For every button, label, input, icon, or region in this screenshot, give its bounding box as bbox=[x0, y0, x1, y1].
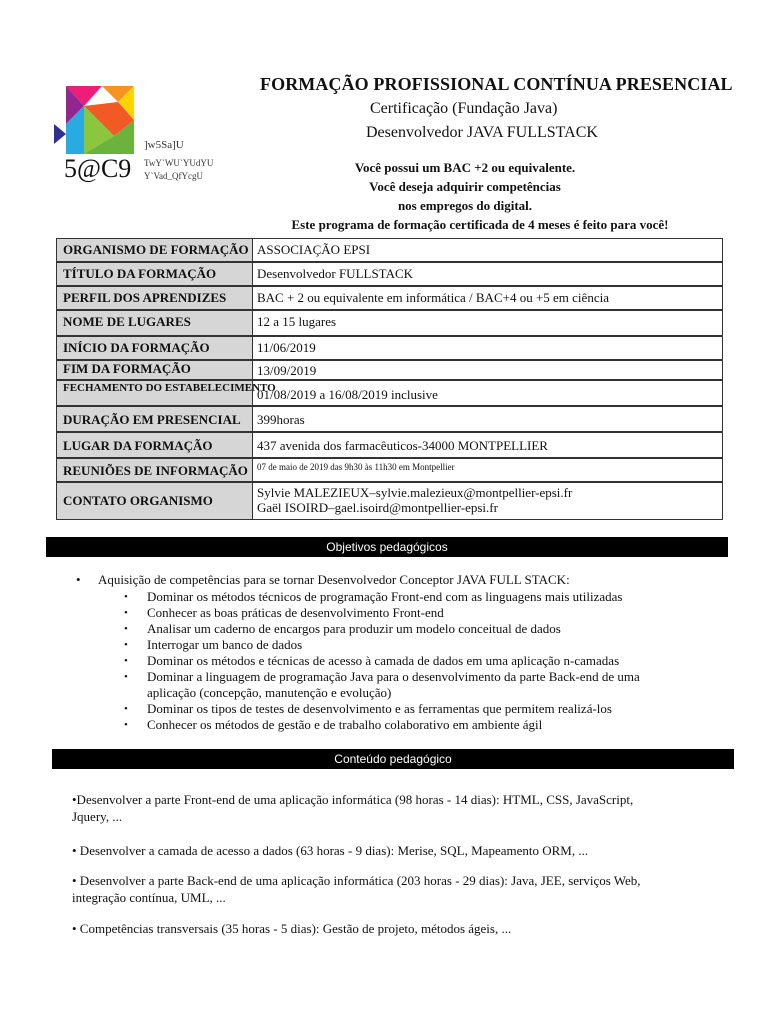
document-subtitle: Certificação (Fundação Java) bbox=[370, 100, 558, 117]
bullet-icon: • bbox=[76, 572, 81, 587]
table-label: TÍTULO DA FORMAÇÃO bbox=[56, 262, 253, 286]
epsi-logo bbox=[54, 86, 134, 154]
logo-shape bbox=[54, 124, 66, 144]
list-item: • Conhecer os métodos de gestão e de trabalho colaborativo em ambiente ágil bbox=[124, 717, 543, 732]
table-value: 01/08/2019 a 16/08/2019 inclusive bbox=[253, 380, 723, 406]
intro-line: nos empregos do digital. bbox=[397, 198, 533, 213]
table-value: 399horas bbox=[253, 406, 723, 432]
content-paragraph: • Competências transversais (35 horas - 5 dias): Gestão de projeto, métodos ágeis, ... bbox=[72, 921, 512, 936]
list-item: • Interrogar um banco de dados bbox=[124, 637, 303, 652]
table-value: 13/09/2019 bbox=[253, 360, 723, 380]
objectives-main-text: Aquisição de competências para se tornar Desenvolvedor Conceptor JAVA FULL STACK: bbox=[98, 572, 570, 587]
table-label: ORGANISMO DE FORMAÇÃO bbox=[56, 238, 253, 262]
table-value: 11/06/2019 bbox=[253, 336, 723, 360]
intro-line: Você possui um BAC +2 ou equivalente. bbox=[354, 160, 576, 175]
table-value: 437 avenida dos farmacêuticos-34000 MONTPELLIER bbox=[253, 432, 723, 458]
bullet-icon: • bbox=[124, 703, 128, 715]
bullet-icon: • bbox=[124, 623, 128, 635]
table-label: FIM DA FORMAÇÃO bbox=[56, 360, 253, 380]
contact-line: Gaël ISOIRD–gael.isoird@montpellier-epsi.fr bbox=[257, 500, 498, 515]
logo-side-text: Y`Vad_QfYcgU bbox=[144, 171, 203, 181]
list-item: • Dominar a linguagem de programação Java para o desenvolvimento da parte Back-end de uma bbox=[124, 669, 640, 684]
table-label: INÍCIO DA FORMAÇÃO bbox=[56, 336, 253, 360]
list-item-continuation: aplicação (concepção, manutenção e evolução) bbox=[147, 685, 392, 700]
table-label: NOME DE LUGARES bbox=[56, 310, 253, 336]
list-item: • Dominar os métodos e técnicas de acesso à camada de dados em uma aplicação n-camadas bbox=[124, 653, 620, 668]
logo-side-text: ]w5Sa]U bbox=[144, 139, 184, 151]
bullet-icon: • bbox=[124, 671, 128, 683]
bullet-icon: • bbox=[124, 607, 128, 619]
table-value: ASSOCIAÇÃO EPSI bbox=[253, 238, 723, 262]
table-label: REUNIÕES DE INFORMAÇÃO bbox=[56, 458, 253, 482]
table-value: Desenvolvedor FULLSTACK bbox=[253, 262, 723, 286]
table-value: 12 a 15 lugares bbox=[253, 310, 723, 336]
intro-line: Este programa de formação certificada de 4 meses é feito para você! bbox=[291, 217, 669, 232]
content-paragraph: •Desenvolver a parte Front-end de uma aplicação informática (98 horas - 14 dias): HTML, CSS, JavaScript, Jquery, ... bbox=[72, 792, 634, 824]
content-paragraph: • Desenvolver a parte Back-end de uma aplicação informática (203 horas - 29 dias): Java, JEE, serviços Web, integração contínua, UML, ... bbox=[72, 873, 641, 905]
intro-line: Você deseja adquirir competências bbox=[369, 179, 561, 194]
list-item: • Dominar os métodos técnicos de programação Front-end com as linguagens mais utilizadas bbox=[124, 589, 623, 604]
content-paragraph: • Desenvolver a camada de acesso a dados (63 horas - 9 dias): Merise, SQL, Mapeamento ORM, ... bbox=[72, 843, 589, 858]
document-subtitle: Desenvolvedor JAVA FULLSTACK bbox=[366, 124, 598, 141]
list-item: • Conhecer as boas práticas de desenvolvimento Front-end bbox=[124, 605, 444, 620]
table-value: BAC + 2 ou equivalente em informática / BAC+4 ou +5 em ciência bbox=[253, 286, 723, 310]
table-label: PERFIL DOS APRENDIZES bbox=[56, 286, 253, 310]
table-value: 07 de maio de 2019 das 9h30 às 11h30 em Montpellier bbox=[253, 458, 723, 482]
objectives-heading: Objetivos pedagógicos bbox=[46, 537, 728, 557]
table-label: LUGAR DA FORMAÇÃO bbox=[56, 432, 253, 458]
table-label: FECHAMENTO DO ESTABELECIMENTO bbox=[56, 380, 253, 406]
document-title: FORMAÇÃO PROFISSIONAL CONTÍNUA PRESENCIAL bbox=[260, 74, 733, 94]
bullet-icon: • bbox=[124, 655, 128, 667]
logo-text: 5@C9 bbox=[64, 154, 132, 183]
table-label: CONTATO ORGANISMO bbox=[56, 482, 253, 520]
list-item: • Dominar os tipos de testes de desenvolvimento e as ferramentas que permitem realizá-los bbox=[124, 701, 612, 716]
table-label: DURAÇÃO EM PRESENCIAL bbox=[56, 406, 253, 432]
contact-line: Sylvie MALEZIEUX–sylvie.malezieux@montpellier-epsi.fr bbox=[257, 485, 573, 500]
objectives-list bbox=[124, 589, 640, 733]
logo-side-text: TwY`WU`YUdYU bbox=[144, 158, 214, 168]
bullet-icon: • bbox=[124, 639, 128, 651]
bullet-icon: • bbox=[124, 591, 128, 603]
bullet-icon: • bbox=[124, 719, 128, 731]
content-heading: Conteúdo pedagógico bbox=[52, 749, 734, 769]
table-value bbox=[253, 482, 723, 520]
list-item: • Analisar um caderno de encargos para produzir um modelo conceitual de dados bbox=[124, 621, 561, 636]
